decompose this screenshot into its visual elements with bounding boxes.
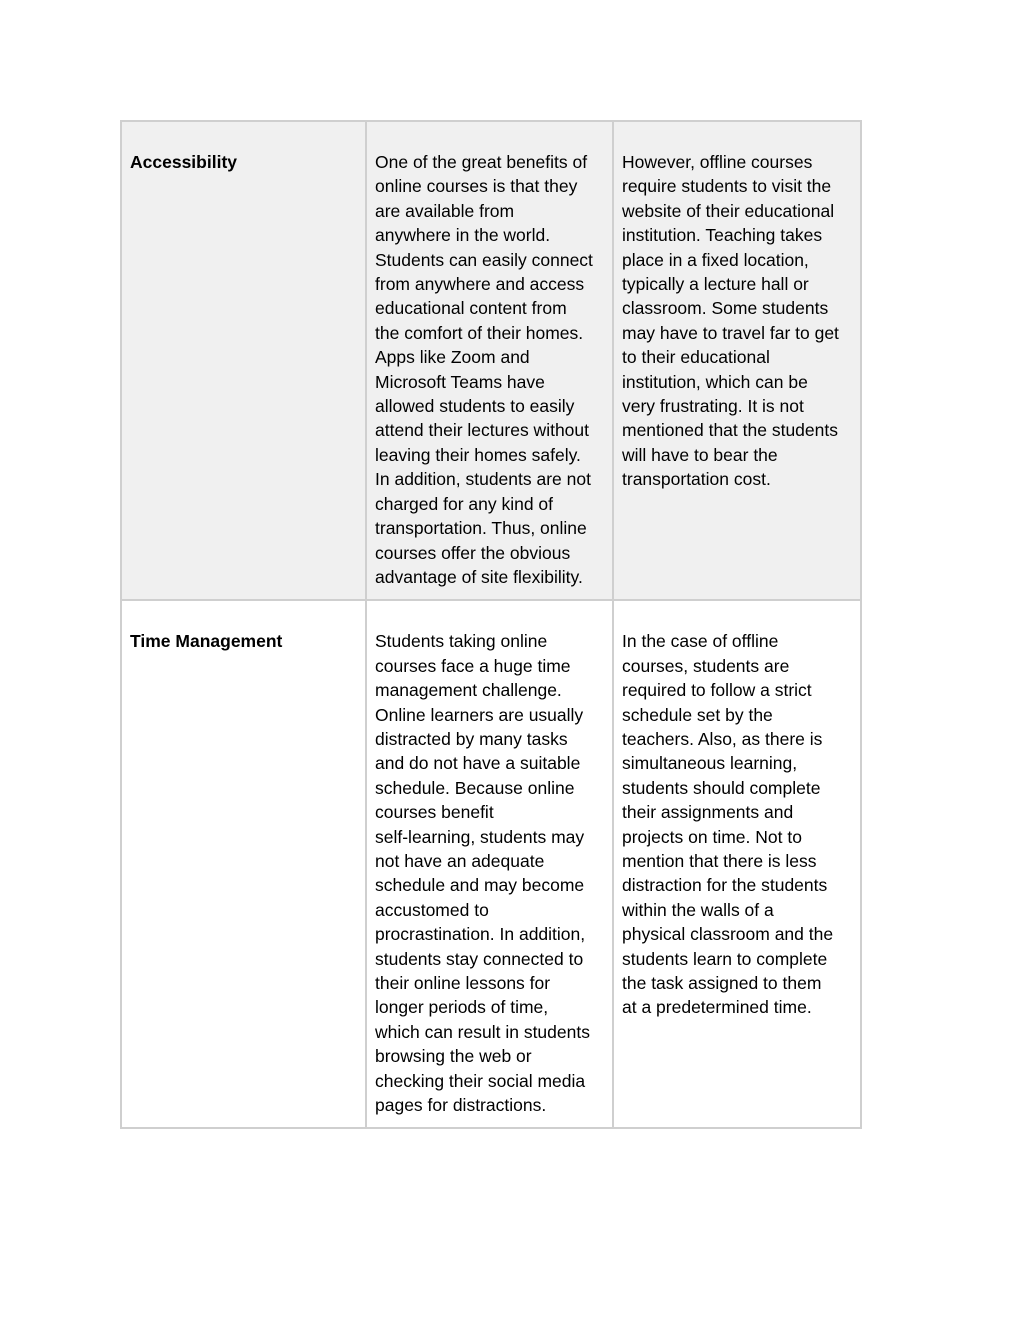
offline-cell-time-management: In the case of offline courses, students are required to follow a strict schedule set by the teachers. Also, as there is simultaneous learning, students should complete their assignments and projects on time. Not to mention that there is less distraction for the students within the walls of a physical classroom and the students learn to complete the task assigned to them at a predetermined time.: [613, 600, 861, 1128]
comparison-table: [120, 120, 862, 1129]
online-cell-time-management: Students taking online courses face a huge time management challenge. Online learners are usually distracted by many tasks and do not have a suitable schedule. Because online courses benefit self-learning, students may not have an adequate schedule and may become accustomed to procrastination. In addition, students stay connected to their online lessons for longer periods of time, which can result in students browsing the web or checking their social media pages for distractions.: [366, 600, 613, 1128]
row-label-time-management: Time Management: [121, 600, 366, 1128]
row-label-accessibility: Accessibility: [121, 121, 366, 600]
table-row-accessibility: [121, 121, 861, 600]
table-row-time-management: [121, 600, 861, 1128]
online-cell-accessibility: One of the great benefits of online courses is that they are available from anywhere in the world. Students can easily connect from anywhere and access educational content from the comfort of their homes. Apps like Zoom and Microsoft Teams have allowed students to easily attend their lectures without leaving their homes safely. In addition, students are not charged for any kind of transportation. Thus, online courses offer the obvious advantage of site flexibility.: [366, 121, 613, 600]
offline-cell-accessibility: However, offline courses require students to visit the website of their educational institution. Teaching takes place in a fixed location, typically a lecture hall or classroom. Some students may have to travel far to get to their educational institution, which can be very frustrating. It is not mentioned that the students will have to bear the transportation cost.: [613, 121, 861, 600]
